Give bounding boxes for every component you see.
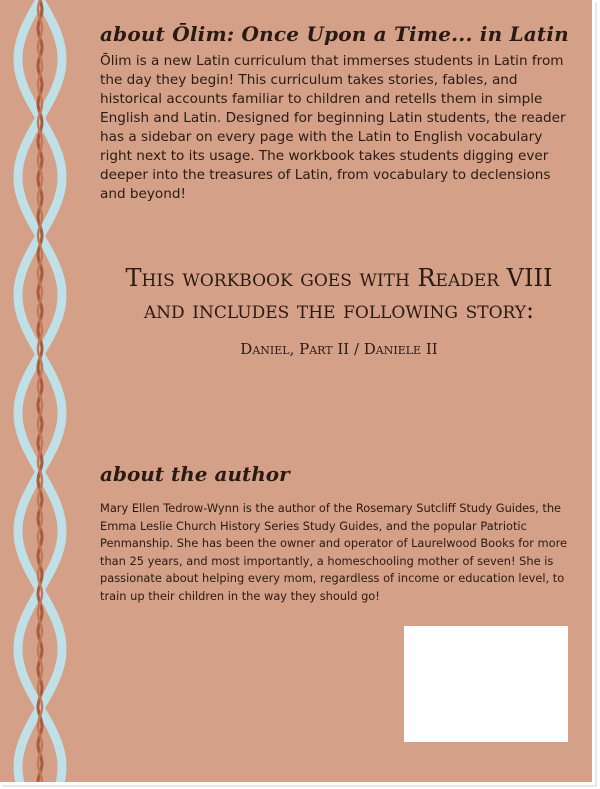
about-olim-heading: about Ōlim: Once Upon a Time... in Latin [100,22,569,46]
decorative-braid-border [0,0,100,782]
olim-description: Ōlim is a new Latin curriculum that immerses students in Latin from the day they begin! This curriculum takes stories, fables, and historical accounts familiar to children and retells them in simple English and Latin. Designed for beginning Latin students, the reader has a sidebar on every page with the Latin to English vocabulary right next to its usage. The workbook takes students digging ever deeper into the treasures of Latin, from vocabulary to declensions and beyond! [100,53,566,202]
workbook-note-line1: This workbook goes with Reader VIII [125,264,553,292]
about-author-heading: about the author [100,462,290,486]
workbook-note [100,262,578,326]
workbook-note-line2: and includes the following story: [143,296,535,324]
author-bio: Mary Ellen Tedrow-Wynn is the author of the Rosemary Sutcliff Study Guides, the Emma Leslie Church History Series Study Guides, and the popular Patriotic Penmanship. She has been the owner and operator of Laurelwood Books for more than 25 years, and most importantly, a homeschooling mother of seven! She is passionate about helping every mom, regardless of income or education level, to train up their children in the way they should go! [100,501,568,603]
barcode-placeholder-box [404,626,568,742]
story-title: Daniel, Part II / Daniele II [240,340,438,358]
